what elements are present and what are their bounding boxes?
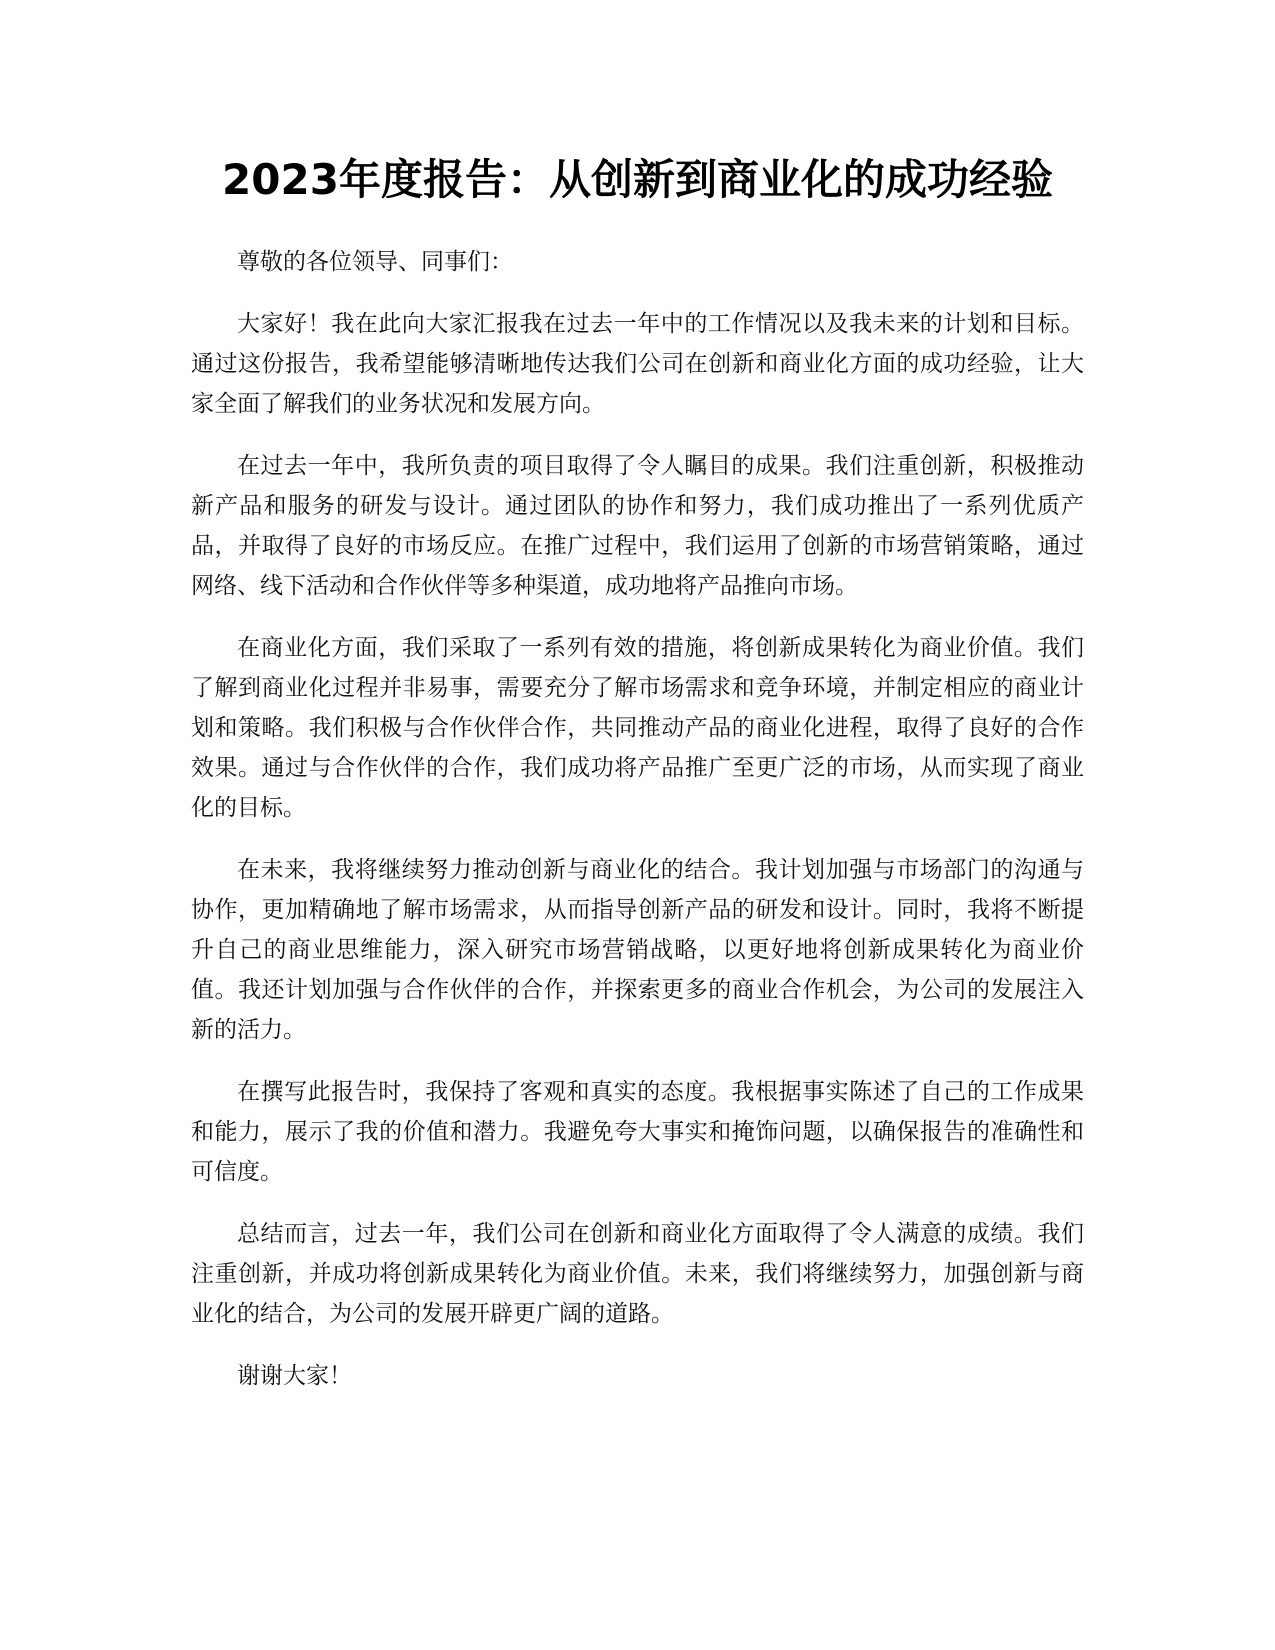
- paragraph-commercialization: 在商业化方面，我们采取了一系列有效的措施，将创新成果转化为商业价值。我们了解到商业化过程并非易事，需要充分了解市场需求和竞争环境，并制定相应的商业计划和策略。我们积极与合作伙伴合作，共同推动产品的商业化进程，取得了良好的合作效果。通过与合作伙伴的合作，我们成功将产品推广至更广泛的市场，从而实现了商业化的目标。: [191, 635, 1084, 821]
- paragraph-salutation: 尊敬的各位领导、同事们：: [237, 249, 513, 275]
- paragraph-summary: 总结而言，过去一年，我们公司在创新和商业化方面取得了令人满意的成绩。我们注重创新，并成功将创新成果转化为商业价值。未来，我们将继续努力，加强创新与商业化的结合，为公司的发展开辟更广阔的道路。: [191, 1221, 1084, 1327]
- paragraph-objectivity: 在撰写此报告时，我保持了客观和真实的态度。我根据事实陈述了自己的工作成果和能力，展示了我的价值和潜力。我避免夸大事实和掩饰问题，以确保报告的准确性和可信度。: [191, 1079, 1084, 1185]
- document-body: [191, 242, 1084, 1418]
- paragraph-closing: 谢谢大家！: [237, 1363, 352, 1389]
- document-title: 2023年度报告：从创新到商业化的成功经验: [222, 155, 1053, 204]
- paragraph-future-plans: 在未来，我将继续努力推动创新与商业化的结合。我计划加强与市场部门的沟通与协作，更加精确地了解市场需求，从而指导创新产品的研发和设计。同时，我将不断提升自己的商业思维能力，深入研究市场营销战略，以更好地将创新成果转化为商业价值。我还计划加强与合作伙伴的合作，并探索更多的商业合作机会，为公司的发展注入新的活力。: [191, 857, 1084, 1043]
- paragraph-intro: 大家好！我在此向大家汇报我在过去一年中的工作情况以及我未来的计划和目标。通过这份报告，我希望能够清晰地传达我们公司在创新和商业化方面的成功经验，让大家全面了解我们的业务状况和发展方向。: [191, 311, 1084, 417]
- paragraph-achievements: 在过去一年中，我所负责的项目取得了令人瞩目的成果。我们注重创新，积极推动新产品和服务的研发与设计。通过团队的协作和努力，我们成功推出了一系列优质产品，并取得了良好的市场反应。在推广过程中，我们运用了创新的市场营销策略，通过网络、线下活动和合作伙伴等多种渠道，成功地将产品推向市场。: [191, 453, 1084, 599]
